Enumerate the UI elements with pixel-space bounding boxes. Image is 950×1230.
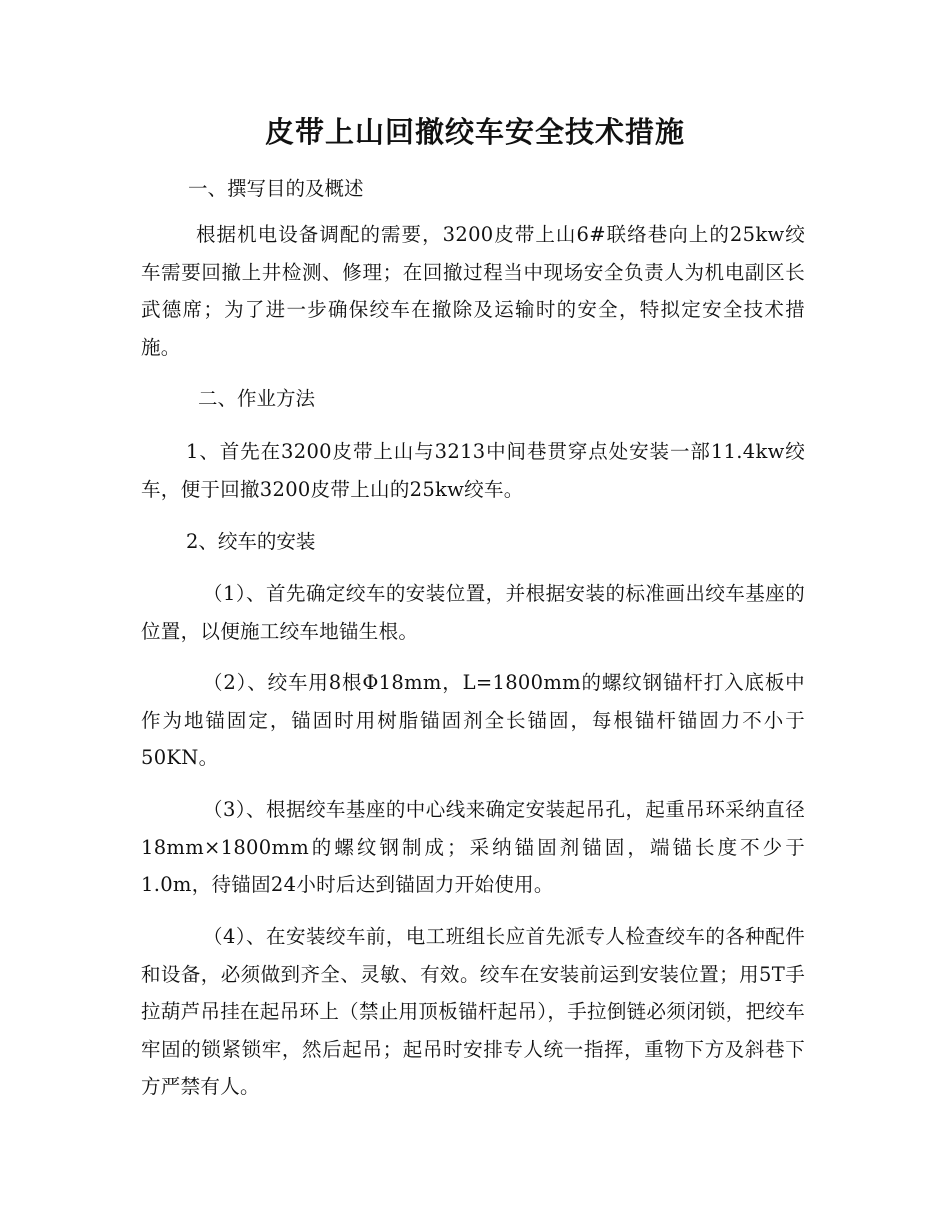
step4-paragraph xyxy=(141,918,805,1106)
paragraph-text: （4）、在安装绞车前，电工班组长应首先派专人检查绞车的各种配件和设备，必须做到齐全、灵敏、有效。绞车在安装前运到安装位置；用5T手拉葫芦吊挂在起吊环上（禁止用顶板锚杆起吊），手拉倒链必须闭锁，把绞车牢固的锁紧锁牢，然后起吊；起吊时安排专人统一指挥，重物下方及斜巷下方严禁有人。 xyxy=(141,925,805,1098)
section2-heading: 二、作业方法 xyxy=(198,387,316,410)
item2-heading: 2、绞车的安装 xyxy=(186,530,316,553)
paragraph-text: （1）、首先确定绞车的安装位置，并根据安装的标准画出绞车基座的位置，以便施工绞车地锚生根。 xyxy=(141,582,805,643)
item1-paragraph xyxy=(141,433,805,508)
section1-paragraph xyxy=(141,216,805,366)
paragraph-text: 根据机电设备调配的需要，3200皮带上山6#联络巷向上的25kw绞车需要回撤上井检测、修理；在回撤过程当中现场安全负责人为机电副区长武德席；为了进一步确保绞车在撤除及运输时的安全，特拟定安全技术措施。 xyxy=(141,223,805,359)
step3-paragraph xyxy=(141,791,805,904)
paragraph-text: 1、首先在3200皮带上山与3213中间巷贯穿点处安装一部11.4kw绞车，便于回撤3200皮带上山的25kw绞车。 xyxy=(141,440,805,501)
paragraph-text: （3）、根据绞车基座的中心线来确定安装起吊孔，起重吊环采纳直径18mm×1800mm的螺纹钢制成；采纳锚固剂锚固，端锚长度不少于1.0m，待锚固24小时后达到锚固力开始使用。 xyxy=(141,798,805,896)
paragraph-text: （2）、绞车用8根Φ18mm，L=1800mm的螺纹钢锚杆打入底板中作为地锚固定，锚固时用树脂锚固剂全长锚固，每根锚杆锚固力不小于50KN。 xyxy=(141,671,805,769)
step2-paragraph xyxy=(141,664,805,777)
section1-heading: 一、撰写目的及概述 xyxy=(188,177,364,200)
step1-paragraph xyxy=(141,575,805,650)
document-title: 皮带上山回撤绞车安全技术措施 xyxy=(264,115,685,149)
